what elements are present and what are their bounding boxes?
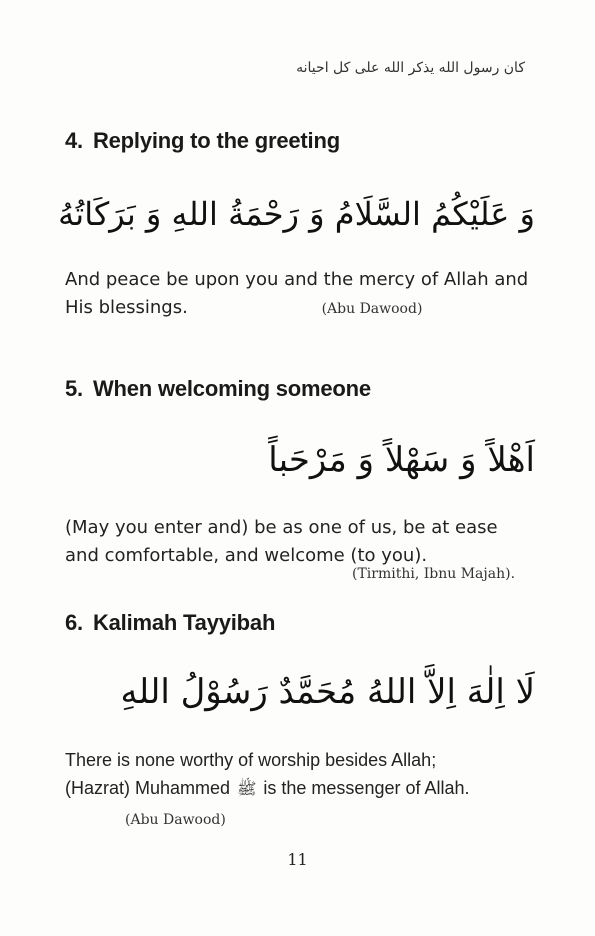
section-5-arabic: اَهْلاً وَ سَهْلاً وَ مَرْحَباً <box>268 440 535 480</box>
translation-line: (May you enter and) be as one of us, be at ease <box>65 517 498 538</box>
reference: (Abu Dawood) <box>125 812 226 828</box>
section-number: 5. <box>65 376 83 401</box>
running-header: كان رسول الله يذكر الله على كل احيانه <box>296 60 525 76</box>
section-4-arabic: وَ عَلَيْكُمُ السَّلَامُ وَ رَحْمَةُ اللهِ وَ بَرَكَاتُهُ <box>58 195 535 233</box>
translation-line: And peace be upon you and the mercy of Allah and <box>65 269 529 290</box>
section-4-translation <box>65 266 545 323</box>
translation-line: There is none worthy of worship besides Allah; <box>65 750 437 770</box>
section-4-heading <box>65 128 340 154</box>
translation-text: is the messenger of Allah. <box>263 778 470 798</box>
section-number: 6. <box>65 610 83 635</box>
pbuh-symbol: ﷺ <box>237 781 257 798</box>
section-5-heading <box>65 376 371 402</box>
section-6-heading <box>65 610 275 636</box>
section-title: When welcoming someone <box>92 376 371 401</box>
translation-text: His blessings. <box>65 297 188 318</box>
section-6-translation <box>65 746 545 804</box>
page-number: 11 <box>287 850 308 869</box>
reference: (Tirmithi, Ibnu Majah). <box>352 566 516 582</box>
translation-text: (Hazrat) Muhammed <box>65 778 231 798</box>
section-title: Kalimah Tayyibah <box>92 610 276 635</box>
section-6-arabic: لَا اِلٰهَ اِلاَّ اللهُ مُحَمَّدٌ رَسُوْلُ اللهِ <box>120 672 535 712</box>
translation-line <box>65 774 545 804</box>
translation-line: and comfortable, and welcome (to you). <box>65 545 428 566</box>
reference: (Abu Dawood) <box>321 301 423 317</box>
translation-line <box>65 294 545 323</box>
section-title: Replying to the greeting <box>92 128 340 153</box>
section-5-translation <box>65 514 545 570</box>
section-number: 4. <box>65 128 83 153</box>
